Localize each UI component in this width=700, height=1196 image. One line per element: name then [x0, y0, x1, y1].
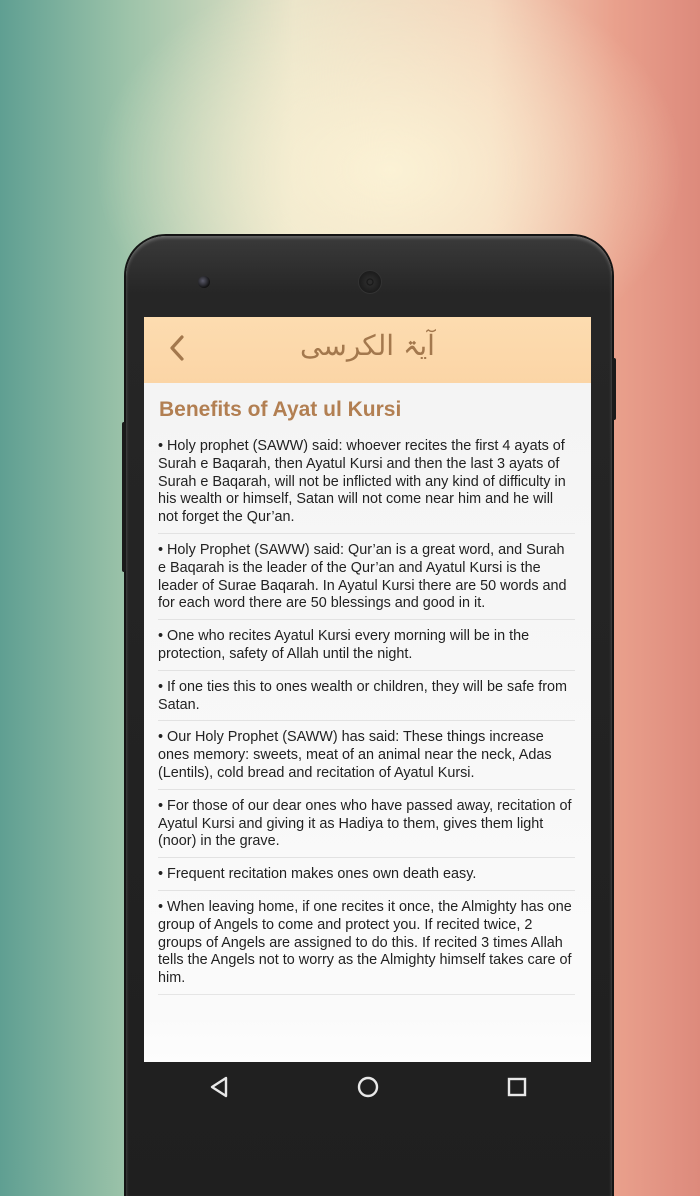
power-button [612, 358, 616, 420]
square-recents-icon [506, 1076, 528, 1102]
page-title: Benefits of Ayat ul Kursi [159, 398, 402, 421]
benefits-content[interactable] [144, 383, 591, 1062]
list-item: • When leaving home, if one recites it once, the Almighty has one group of Angels to come and protect you. If recited twice, 2 groups of Angels are assigned to do this. If recited 3 times Allah tells the Angels not to worry as the Almighty himself takes care of him. [158, 899, 575, 995]
app-screen [144, 317, 591, 1062]
circle-home-icon [356, 1075, 380, 1103]
list-item: • For those of our dear ones who have passed away, recitation of Ayatul Kursi and giving it as Hadiya to them, gives them light (noor) in the grave. [158, 798, 575, 858]
front-camera [198, 276, 210, 288]
list-item: • Frequent recitation makes ones own death easy. [158, 866, 575, 891]
list-item: • One who recites Ayatul Kursi every morning will be in the protection, safety of Allah until the night. [158, 628, 575, 671]
scroll-fade [144, 992, 591, 1062]
nav-home-button[interactable] [338, 1069, 398, 1109]
earpiece-speaker [358, 270, 382, 294]
list-item: • Holy Prophet (SAWW) said: Qur’an is a great word, and Surah e Baqarah is the leader of the Qur’an and Ayatul Kursi is the leader of Surae Baqarah. In Ayatul Kursi there are 50 words and for each word there are 50 blessings and good in it. [158, 542, 575, 620]
nav-recents-button[interactable] [487, 1069, 547, 1109]
app-title: آیۃ الکرسی [300, 329, 435, 362]
triangle-back-icon [208, 1076, 230, 1102]
system-nav-bar [144, 1062, 591, 1116]
app-bar [144, 317, 591, 383]
list-item: • Holy prophet (SAWW) said: whoever recites the first 4 ayats of Surah e Baqarah, then Ayatul Kursi and then the last 3 ayats of Surah e Baqarah, will not be inflicted with any kind of difficulty in his wealth or himself, Satan will not come near him and he will not forget the Qur’an. [158, 438, 575, 534]
nav-back-button[interactable] [189, 1069, 249, 1109]
volume-button [122, 422, 126, 572]
list-item: • Our Holy Prophet (SAWW) has said: These things increase ones memory: sweets, meat of an animal near the neck, Adas (Lentils), cold bread and recitation of Ayatul Kursi. [158, 729, 575, 789]
list-item: • If one ties this to ones wealth or children, they will be safe from Satan. [158, 679, 575, 722]
phone-frame [126, 236, 612, 1196]
